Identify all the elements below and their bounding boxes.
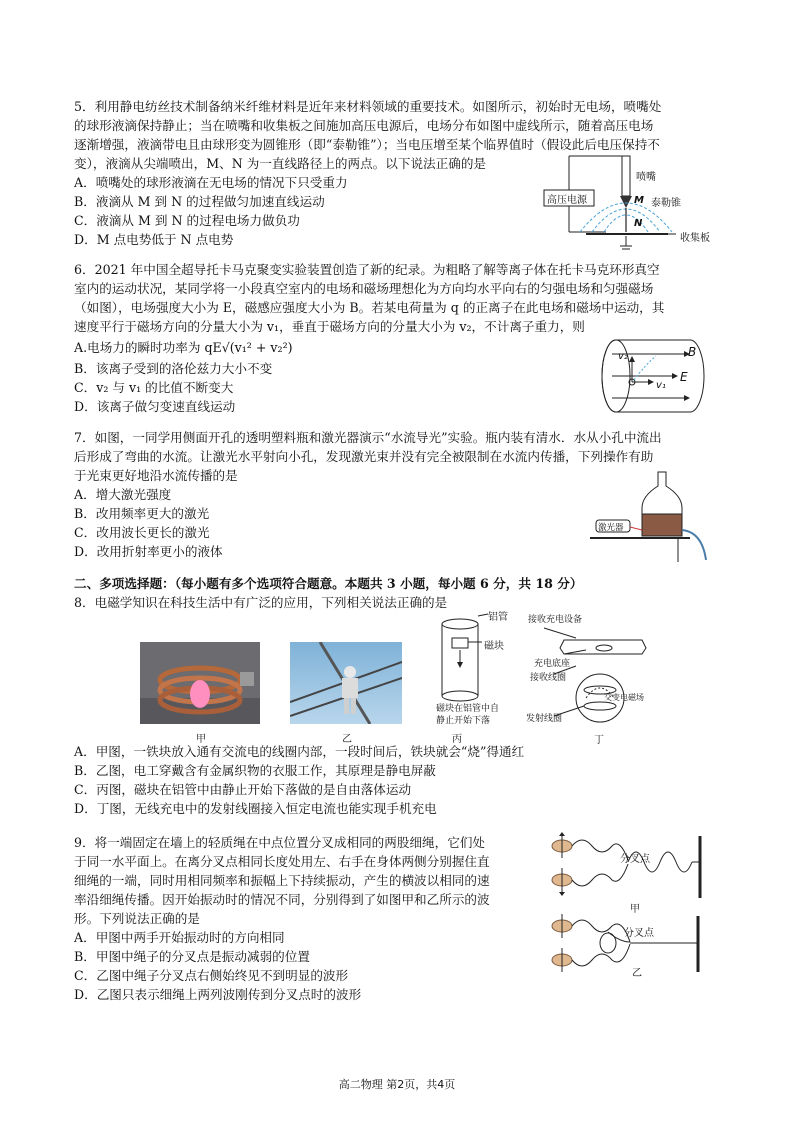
q9-option-b: B．甲图中绳子的分叉点是振动减弱的位置 [74, 949, 310, 964]
v1-label: v₁ [656, 380, 666, 391]
fork-point-label-jia: 分叉点 [620, 854, 650, 865]
q6-option-a: A.电场力的瞬时功率为 qE√(v₁² + v₂²) [74, 340, 293, 355]
send-coil-label: 发射线圈 [526, 714, 563, 724]
q9-line-1: 9．将一端固定在墙上的轻质绳在中点位置分叉成相同的两股细绳，它们处 [74, 835, 486, 850]
q5-option-d: D．M 点电势低于 N 点电势 [74, 232, 234, 247]
q9-line-5: 形。下列说法正确的是 [74, 911, 200, 926]
q9-line-3: 细绳的一端，同时用相同频率和振幅上下持续振动，产生的横波以相同的速 [74, 873, 490, 888]
electrician-photo [290, 642, 402, 724]
section-2-heading: 二、多项选择题：（每小题有多个选项符合题意。本题共 3 小题，每小题 6 分，共 18 分） [74, 576, 583, 591]
v2-label: v₂ [618, 351, 628, 362]
q7-line-3: 于光束更好地沿水流传播的是 [74, 468, 238, 483]
high-voltage-power-label: 高压电源 [547, 195, 587, 206]
nozzle-label: 喷嘴 [636, 172, 656, 183]
q5-line-2: 的球形液滴保持静止；当在喷嘴和收集板之间施加高压电源后，电场分布如图中虚线所示，随着高压电场 [74, 118, 654, 133]
figure-jia-label-q9: 甲 [630, 904, 640, 915]
figure-jia-label: 甲 [196, 734, 206, 745]
q8-option-c: C．丙图，磁块在铝管中由静止开始下落做的是自由落体运动 [74, 782, 412, 797]
induction-coil-photo [140, 642, 260, 724]
q8-option-b: B．乙图，电工穿戴含有金属织物的衣服工作，其原理是静电屏蔽 [74, 763, 436, 778]
collector-plate-label: 收集板 [680, 233, 710, 244]
q7-option-d: D．改用折射率更小的液体 [74, 544, 223, 559]
tube-note-line-2: 静止开始下落 [436, 716, 491, 726]
q9-option-c: C．乙图中绳子分叉点右侧始终见不到明显的波形 [74, 968, 349, 983]
q8-option-a: A．甲图，一铁块放入通有交流电的线圈内部，一段时间后，铁块就会“烧”得通红 [74, 744, 525, 759]
water-light-guide-diagram [590, 466, 720, 566]
q5-option-b: B．液滴从 M 到 N 的过程做匀加速直线运动 [74, 194, 325, 209]
charging-base-label: 充电底座 [534, 659, 571, 669]
q6-option-b: B．该离子受到的洛伦兹力大小不变 [74, 361, 273, 376]
q9-line-2: 于同一水平面上。在离分叉点相同长度处用左、右手在身体两侧分别握住直 [74, 854, 490, 869]
rope-wave-diagram-jia [548, 832, 728, 906]
magnet-label: 磁块 [484, 641, 504, 652]
figure-yi-label-q9: 乙 [632, 968, 642, 979]
point-n-label: N [634, 218, 643, 229]
q6-option-d: D．该离子做匀变速直线运动 [74, 399, 236, 414]
q8-line-1: 8．电磁学知识在科技生活中有广泛的应用，下列相关说法正确的是 [74, 595, 448, 610]
q7-option-b: B．改用频率更大的激光 [74, 506, 210, 521]
point-m-label: M [634, 195, 644, 206]
q9-line-4: 率沿细绳传播。因开始振动时的情况不同，分别得到了如图甲和乙所示的波 [74, 892, 490, 907]
q6-option-c: C．v₂ 与 v₁ 的比值不断变大 [74, 380, 234, 395]
b-field-label: B [688, 345, 697, 359]
q5-option-a: A．喷嘴处的球形液滴在无电场的情况下只受重力 [74, 175, 348, 190]
figure-ding-label: 丁 [594, 735, 604, 746]
tube-note-line-1: 磁块在铝管中自 [436, 704, 500, 714]
ac-field-label: 交变电磁场 [604, 693, 644, 702]
figure-bing-label: 丙 [452, 734, 462, 745]
q7-line-2: 后形成了弯曲的水流。让激光水平射向小孔，发现激光束并没有完全被限制在水流内传播，下列操作有助 [74, 449, 654, 464]
q9-option-d: D．乙图只表示细绳上两列波刚传到分叉点时的波形 [74, 987, 362, 1002]
q6-line-3: （如图），电场强度大小为 E，磁感应强度大小为 B。若某电荷量为 q 的正离子在此电场和磁场中运动，其 [74, 300, 665, 315]
q7-line-1: 7．如图，一同学用侧面开孔的透明塑料瓶和激光器演示“水流导光”实验。瓶内装有清水．水从小孔中流出 [74, 430, 662, 445]
aluminum-tube-label: 铝管 [488, 612, 508, 623]
q8-option-d: D．丁图，无线充电中的发射线圈接入恒定电流也能实现手机充电 [74, 801, 437, 816]
q5-line-1: 5．利用静电纺丝技术制备纳米纤维材料是近年来材料领域的重要技术。如图所示，初始时无电场，喷嘴处 [74, 99, 662, 114]
fork-point-label-yi: 分叉点 [624, 928, 654, 939]
page-footer: 高二物理 第2页，共4页 [338, 1078, 456, 1091]
q9-option-a: A．甲图中两手开始振动时的方向相同 [74, 930, 285, 945]
receive-coil-label: 接收线圈 [530, 673, 567, 683]
q5-option-c: C．液滴从 M 到 N 的过程电场力做负功 [74, 213, 300, 228]
laser-label: 激光器 [598, 523, 624, 533]
receiver-device-label: 接收充电设备 [528, 615, 583, 625]
q6-line-2: 室内的运动状况，某同学将一小段真空室内的电场和磁场理想化为方向均水平向右的匀强电场和匀强磁场 [74, 281, 654, 296]
e-field-label: E [680, 370, 688, 384]
q5-line-4: 变），液滴从尖端喷出，M、N 为一直线路径上的两点。以下说法正确的是 [74, 156, 487, 171]
taylor-cone-label: 泰勒锥 [651, 198, 681, 209]
q6-line-4: 速度平行于磁场方向的分量大小为 v₁，垂直于磁场方向的分量大小为 v₂，不计离子重力，则 [74, 319, 585, 334]
q7-option-a: A．增大激光强度 [74, 487, 172, 502]
q7-option-c: C．改用波长更长的激光 [74, 525, 210, 540]
q6-line-1: 6．2021 年中国全超导托卡马克聚变实验装置创造了新的纪录。为粗略了解等离子体在托卡马克环形真空 [74, 262, 660, 277]
figure-yi-label: 乙 [342, 734, 352, 745]
q5-line-3: 逐渐增强，液滴带电且由球形变为圆锥形（即“泰勒锥”）；当电压增至某个临界值时（假设此后电压保持不 [74, 137, 660, 152]
